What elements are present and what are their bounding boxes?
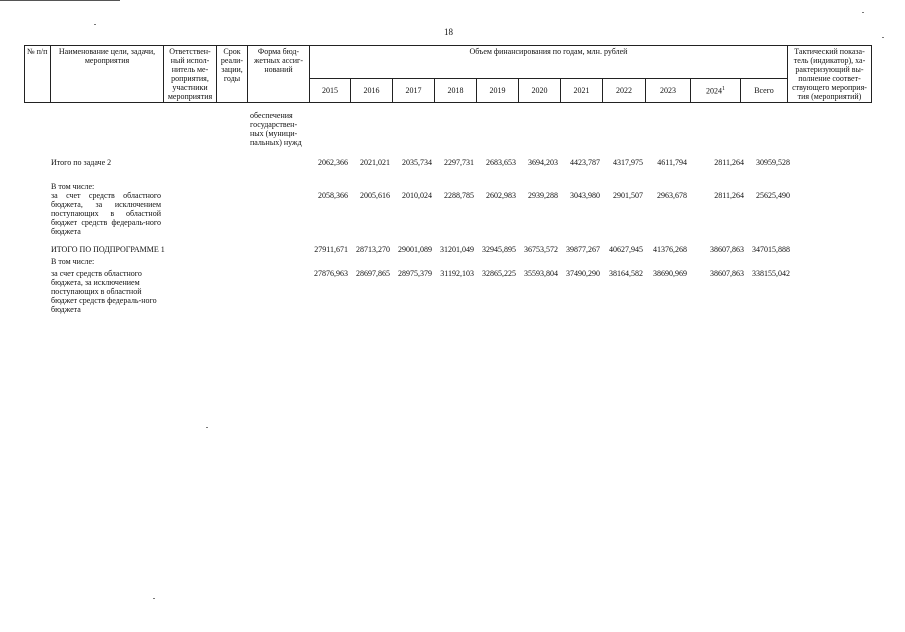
form-of-allocations-text: обеспечения государствен-ных (муници-пальных) нужд (250, 111, 302, 147)
value-cell: 27876,963 (314, 269, 348, 278)
page-number: 18 (444, 27, 453, 37)
header-col-indicator: Тактический показа-тель (индикатор), ха-рактеризующий вы-полнение соответ-ствующего мероприя-тия (мероприятий) (788, 46, 872, 103)
header-year: 2017 (393, 78, 435, 102)
value-cell: 2939,288 (528, 191, 558, 200)
scan-speck (206, 427, 208, 428)
value-cell: 2963,678 (657, 191, 687, 200)
value-cell: 4611,794 (657, 158, 687, 167)
value-cell: 2058,366 (318, 191, 348, 200)
value-cell: 28697,865 (356, 269, 390, 278)
value-cell: 2602,983 (486, 191, 516, 200)
header-col-funding: Объем финансирования по годам, млн. рублей (310, 46, 788, 79)
value-cell: 2288,785 (444, 191, 474, 200)
scan-speck (94, 24, 96, 25)
value-cell-total: 30959,528 (756, 158, 790, 167)
value-cell: 3694,203 (528, 158, 558, 167)
value-cell-total: 338155,042 (752, 269, 790, 278)
header-year: 2020 (519, 78, 561, 102)
value-cell: 4317,975 (613, 158, 643, 167)
header-year-2024: 2024$^1$ (691, 78, 741, 102)
header-total: Всего (741, 78, 788, 102)
value-cell: 36753,572 (524, 245, 558, 254)
footnote-mark: 1 (722, 86, 725, 93)
scan-speck (153, 598, 155, 599)
header-col-number: № п/п (25, 46, 51, 103)
value-cell: 4423,787 (570, 158, 600, 167)
table-header (24, 45, 872, 103)
value-cell: 28713,270 (356, 245, 390, 254)
value-cell: 31192,103 (440, 269, 474, 278)
value-cell: 39877,267 (566, 245, 600, 254)
header-col-responsible: Ответствен-ный испол-нитель ме-роприятия, участники мероприятия (164, 46, 217, 103)
value-cell: 27911,671 (314, 245, 348, 254)
row-label-including: В том числе: (51, 257, 95, 266)
header-year: 2016 (351, 78, 393, 102)
value-cell: 2683,653 (486, 158, 516, 167)
row-label-subprogram-total: ИТОГО ПО ПОДПРОГРАММЕ 1 (51, 245, 165, 254)
value-cell: 2297,731 (444, 158, 474, 167)
value-cell: 32865,225 (482, 269, 516, 278)
row-label-regional-budget: за счет средств областного бюджета, за исключением поступающих в областной бюджет средств федераль-ного бюджета (51, 269, 157, 314)
value-cell: 2901,507 (613, 191, 643, 200)
row-label-total-task-2: Итого по задаче 2 (51, 158, 112, 167)
header-col-term: Срок реали-зации, годы (217, 46, 248, 103)
value-cell: 41376,268 (653, 245, 687, 254)
value-cell: 31201,049 (440, 245, 474, 254)
value-cell: 40627,945 (609, 245, 643, 254)
value-cell: 2811,264 (714, 158, 744, 167)
header-year: 2018 (435, 78, 477, 102)
value-cell: 37490,290 (566, 269, 600, 278)
value-cell: 38164,582 (609, 269, 643, 278)
header-year: 2022 (603, 78, 646, 102)
value-cell: 38690,969 (653, 269, 687, 278)
value-cell: 2021,021 (360, 158, 390, 167)
value-cell: 35593,804 (524, 269, 558, 278)
value-cell: 29001,089 (398, 245, 432, 254)
value-cell-total: 25625,490 (756, 191, 790, 200)
header-year: 2023 (646, 78, 691, 102)
value-cell: 38607,863 (710, 245, 744, 254)
value-cell: 2062,366 (318, 158, 348, 167)
value-cell: 2811,264 (714, 191, 744, 200)
header-col-form: Форма бюд-жетных ассиг-нований (248, 46, 310, 103)
scan-speck (882, 37, 884, 38)
value-cell: 28975,379 (398, 269, 432, 278)
top-rule (0, 0, 120, 1)
value-cell: 38607,863 (710, 269, 744, 278)
row-label-including: В том числе: (51, 182, 95, 191)
header-year: 2015 (310, 78, 351, 102)
header-year: 2021 (561, 78, 603, 102)
value-cell: 32945,895 (482, 245, 516, 254)
scan-speck (862, 12, 864, 13)
row-label-regional-budget: за счет средств областного бюджета, за исключением поступающих в областной бюджет средств федераль-ного бюджета (51, 191, 161, 236)
header-col-name: Наименование цели, задачи, мероприятия (51, 46, 164, 103)
value-cell: 2035,734 (402, 158, 432, 167)
header-year: 2019 (477, 78, 519, 102)
value-cell-total: 347015,888 (752, 245, 790, 254)
value-cell: 2005,616 (360, 191, 390, 200)
value-cell: 2010,024 (402, 191, 432, 200)
value-cell: 3043,980 (570, 191, 600, 200)
